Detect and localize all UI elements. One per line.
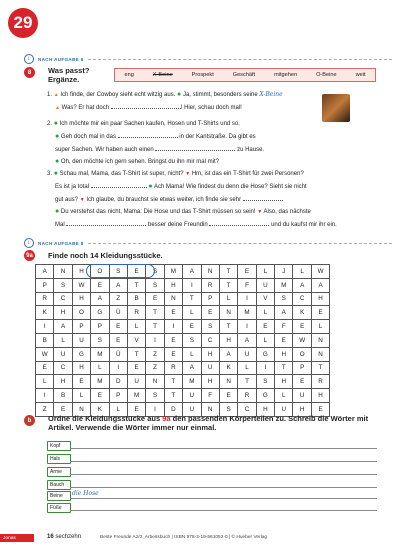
body-part-label-kopf: Kopf [47,441,71,451]
grid-cell[interactable]: I [36,389,54,403]
grid-cell[interactable]: Ü [109,306,127,320]
grid-cell[interactable]: L [127,320,145,334]
grid-cell[interactable]: P [201,292,219,306]
grid-cell[interactable]: M [91,375,109,389]
grid-cell[interactable]: G [72,347,90,361]
grid-cell[interactable]: L [36,375,54,389]
grid-cell[interactable]: U [72,333,90,347]
grid-cell[interactable]: E [164,306,182,320]
item-number: 3. [47,171,53,177]
grid-cell[interactable]: C [201,333,219,347]
grid-row [36,389,330,403]
divider [88,59,392,60]
grid-cell[interactable]: U [201,361,219,375]
grid-cell[interactable]: B [127,292,145,306]
grid-cell[interactable]: T [164,375,182,389]
grid-cell[interactable]: E [311,306,329,320]
footer-tag: Jonas [0,534,34,542]
grid-cell[interactable]: E [109,320,127,334]
task-text: Ordne die Kleidungsstücke aus [48,414,163,423]
grid-cell[interactable]: I [109,361,127,375]
grid-cell[interactable]: L [256,265,274,279]
dot-icon: ● [177,91,182,98]
footer-credit: Beste Freunde A2/2, Arbeitsbuch | ISBN 978-3-19-561052-0 | © Hueber Verlag [100,535,268,540]
dialog-line: Du verstehst das nicht, Mama: Die Hose und das T-Shirt müssen so sein! [60,209,256,215]
grid-cell[interactable]: C [54,292,72,306]
grid-cell[interactable]: E [219,389,237,403]
grid-cell[interactable]: D [109,375,127,389]
dialog-line: Ich finde, der Cowboy sieht echt witzig aus. [60,92,176,98]
grid-cell[interactable]: H [201,347,219,361]
dot-icon: ● [53,120,58,127]
grid-cell[interactable]: E [109,333,127,347]
grid-cell[interactable]: P [109,389,127,403]
grid-cell[interactable]: A [183,265,201,279]
word-bank-item-used: X-Beine [152,72,173,78]
section-header-label: NACH AUFGABE 6 [38,56,84,62]
answer-line[interactable] [70,510,377,511]
grid-cell[interactable]: E [127,361,145,375]
grid-cell[interactable]: E [238,265,256,279]
grid-cell[interactable]: E [91,389,109,403]
grid-cell[interactable]: H [72,361,90,375]
grid-cell[interactable]: P [36,278,54,292]
grid-cell[interactable]: T [219,320,237,334]
page-word: sechzehn [55,534,82,540]
grid-cell[interactable]: E [54,402,72,416]
grid-cell[interactable]: S [146,389,164,403]
grid-cell[interactable]: K [91,402,109,416]
dialog-line: besser deine Freundin [148,222,208,228]
grid-cell[interactable]: E [201,306,219,320]
word-bank [114,68,376,82]
grid-cell[interactable]: U [127,375,145,389]
grid-cell[interactable]: T [311,361,329,375]
grid-cell[interactable]: U [275,402,293,416]
grid-row [36,333,330,347]
word-bank-item: weit [355,72,366,78]
grid-cell[interactable]: T [127,347,145,361]
answer-line[interactable] [70,487,377,488]
grid-cell[interactable]: K [36,306,54,320]
triangle-icon: ▲ [53,92,59,98]
grid-cell[interactable]: I [146,333,164,347]
grid-cell[interactable]: V [256,292,274,306]
grid-cell[interactable]: N [311,333,329,347]
grid-cell[interactable]: T [164,389,182,403]
grid-cell[interactable]: N [311,347,329,361]
grid-cell[interactable]: S [146,265,164,279]
grid-cell[interactable]: Z [146,347,164,361]
dot-icon: ● [55,133,60,140]
item-2 [47,118,337,168]
answer-line[interactable] [70,498,377,499]
grid-cell[interactable]: Ü [109,347,127,361]
grid-cell[interactable]: R [36,292,54,306]
grid-cell[interactable]: P [72,320,90,334]
dot-icon: ● [148,183,153,190]
task-text: den passenden Körperteilen zu. Schreib die Wörter mit Artikel. Verwende die Wörter immer nur einmal. [48,414,369,432]
grid-cell[interactable]: E [183,320,201,334]
grid-row [36,278,330,292]
exercise-badge-9b: b [24,415,35,426]
answer-blank[interactable] [118,130,178,138]
footer-page-number [47,534,81,540]
grid-cell[interactable]: M [164,265,182,279]
answer-line[interactable] [70,474,377,475]
grid-cell[interactable]: I [36,320,54,334]
grid-cell[interactable]: T [219,265,237,279]
grid-cell[interactable]: W [293,333,311,347]
grid-cell[interactable]: E [293,375,311,389]
grid-cell[interactable]: F [201,389,219,403]
word-bank-item: Prospekt [191,72,214,78]
dialog-line: in der Kantstraße. Da gibt es [179,134,256,140]
grid-cell[interactable]: U [54,347,72,361]
handwritten-answer: die Hose [72,490,99,497]
grid-cell[interactable]: R [164,361,182,375]
grid-cell[interactable]: E [146,292,164,306]
grid-cell[interactable]: L [238,361,256,375]
exercise-9a-task: Finde noch 14 Kleidungsstücke. [48,251,163,260]
dialog-line: Hm, ist das ein T-Shirt für zwei Personen? [191,171,304,177]
exercise-badge-9a: 9a [24,250,35,261]
page-num: 16 [47,534,54,540]
answer-line[interactable] [70,461,377,462]
grid-cell[interactable]: U [238,347,256,361]
grid-cell[interactable]: N [201,402,219,416]
grid-cell[interactable]: C [293,292,311,306]
grid-cell[interactable]: S [109,265,127,279]
grid-cell[interactable]: E [127,402,145,416]
grid-cell[interactable]: N [54,265,72,279]
grid-cell[interactable]: T [146,306,164,320]
grid-cell[interactable]: F [238,278,256,292]
grid-cell[interactable]: W [72,278,90,292]
body-part-label-fuesse: Füße [47,503,71,513]
answer-line[interactable] [70,448,377,449]
grid-cell[interactable]: O [72,306,90,320]
grid-cell[interactable]: W [311,265,329,279]
grid-cell[interactable]: S [91,333,109,347]
word-bank-item: O-Beine [316,72,337,78]
grid-cell[interactable]: S [54,278,72,292]
dialog-line: Mal [55,222,65,228]
dot-icon: ● [53,170,58,177]
grid-cell[interactable]: L [219,292,237,306]
grid-cell[interactable]: G [256,347,274,361]
grid-cell[interactable]: U [256,278,274,292]
grid-cell[interactable]: U [293,389,311,403]
grid-cell[interactable]: B [54,389,72,403]
dialog-line: Es ist ja total [55,184,90,190]
grid-cell[interactable]: H [275,375,293,389]
grid-cell[interactable]: A [109,278,127,292]
dialog-line: Schau mal, Mama, das T-Shirt ist super, nicht? [59,171,184,177]
answer-blank[interactable] [155,143,235,151]
answer-blank[interactable] [91,180,147,188]
grid-cell[interactable]: N [219,306,237,320]
grid-cell[interactable]: I [256,361,274,375]
grid-cell[interactable]: I [238,292,256,306]
grid-cell[interactable]: E [311,402,329,416]
dialog-line: und du kaufst mir ihr ein. [271,222,337,228]
grid-cell[interactable]: T [127,278,145,292]
grid-cell[interactable]: M [91,347,109,361]
answer-blank[interactable] [243,193,283,201]
grid-cell[interactable]: E [164,347,182,361]
grid-cell[interactable]: I [164,320,182,334]
grid-cell[interactable]: H [293,402,311,416]
grid-cell[interactable]: R [127,306,145,320]
grid-cell[interactable]: T [275,361,293,375]
section-header-label: NACH AUFGABE 8 [38,240,84,246]
word-bank-item: eng [124,72,134,78]
grid-cell[interactable]: M [183,375,201,389]
grid-cell[interactable]: N [146,375,164,389]
grid-cell[interactable]: P [293,361,311,375]
dialog-line: Also, das nächste [263,209,311,215]
grid-cell[interactable]: H [201,375,219,389]
grid-cell[interactable]: H [256,402,274,416]
grid-cell[interactable]: Z [146,361,164,375]
grid-cell[interactable]: L [311,320,329,334]
grid-cell[interactable]: E [127,265,145,279]
grid-cell[interactable]: A [54,320,72,334]
arrow-down-icon: ↓ [24,238,34,248]
grid-cell[interactable]: O [293,347,311,361]
grid-cell[interactable]: U [183,402,201,416]
grid-cell[interactable]: A [238,333,256,347]
grid-cell[interactable]: E [164,333,182,347]
grid-cell[interactable]: E [275,333,293,347]
grid-cell[interactable]: N [72,402,90,416]
grid-cell[interactable]: H [72,292,90,306]
grid-cell[interactable]: A [293,278,311,292]
grid-cell[interactable]: L [275,389,293,403]
grid-cell[interactable]: H [275,347,293,361]
grid-cell[interactable]: G [256,389,274,403]
grid-cell[interactable]: K [293,306,311,320]
grid-cell[interactable]: B [36,333,54,347]
grid-cell[interactable]: A [183,361,201,375]
grid-row [36,265,330,279]
handwritten-answer: X-Beine [259,91,283,98]
dialog-line: Was? Er hat doch [61,105,110,111]
grid-cell[interactable]: R [201,278,219,292]
grid-cell[interactable]: A [275,306,293,320]
arrow-down-icon: ↓ [24,54,34,64]
grid-cell[interactable]: E [36,361,54,375]
task-line: Ergänze. [48,75,80,84]
grid-cell[interactable]: N [201,265,219,279]
grid-cell[interactable]: S [201,320,219,334]
grid-row [36,320,330,334]
grid-cell[interactable]: L [72,389,90,403]
grid-cell[interactable]: T [219,278,237,292]
grid-cell[interactable]: H [54,375,72,389]
answer-blank[interactable] [111,101,181,109]
grid-cell[interactable]: S [183,333,201,347]
triangle-down-icon: ▼ [185,171,191,177]
grid-cell[interactable]: V [127,333,145,347]
grid-cell[interactable]: A [36,265,54,279]
grid-cell[interactable]: U [183,389,201,403]
grid-cell[interactable]: E [91,278,109,292]
grid-cell[interactable]: P [91,320,109,334]
grid-cell[interactable]: A [91,292,109,306]
grid-cell[interactable]: H [311,389,329,403]
item-number: 2. [47,121,53,127]
grid-cell[interactable]: L [256,333,274,347]
task-line: Was passt? [48,66,90,75]
word-bank-item: Geschäft [232,72,256,78]
grid-cell[interactable]: L [183,347,201,361]
grid-cell[interactable]: S [275,292,293,306]
grid-cell[interactable]: M [275,278,293,292]
triangle-icon: ▲ [55,105,60,111]
dialog-line: zu Hause. [237,147,265,153]
exercise-badge-8: 8 [24,67,35,78]
grid-cell[interactable]: J [275,265,293,279]
word-search-grid [35,264,330,417]
grid-cell[interactable]: C [54,361,72,375]
grid-cell[interactable]: S [219,402,237,416]
grid-cell[interactable]: L [91,361,109,375]
grid-cell[interactable]: K [219,361,237,375]
grid-row [36,347,330,361]
grid-cell[interactable]: A [311,278,329,292]
grid-cell[interactable]: L [183,306,201,320]
item-3 [47,168,377,231]
answer-blank[interactable] [209,218,269,226]
grid-row [36,292,330,306]
word-bank-item: mitgehen [274,72,298,78]
grid-cell[interactable]: F [275,320,293,334]
item-number: 1. [47,92,53,98]
triangle-down-icon: ▼ [257,209,263,215]
grid-cell[interactable]: M [238,306,256,320]
grid-cell[interactable]: T [146,320,164,334]
grid-cell[interactable]: C [238,402,256,416]
dialog-line: gut aus? [55,197,79,203]
grid-cell[interactable]: E [256,320,274,334]
dialog-line: Ach Mama! Wie findest du denn die Hose? Sieht sie nicht [153,184,307,190]
circled-word-hose [86,264,155,278]
grid-cell[interactable]: H [72,265,90,279]
dot-icon: ● [55,158,60,165]
grid-cell[interactable]: R [238,389,256,403]
exercise-8-task [48,66,89,84]
grid-cell[interactable]: I [183,278,201,292]
item-1 [47,89,337,114]
body-part-label-arme: Arme [47,467,71,477]
grid-cell[interactable]: S [146,278,164,292]
grid-cell[interactable]: W [36,347,54,361]
grid-cell[interactable]: A [219,347,237,361]
body-part-label-hals: Hals [47,454,71,464]
answer-blank[interactable] [66,218,146,226]
dialog-line: Ich glaube, du brauchst sie etwas weiter, ich finde sie sehr [86,197,242,203]
grid-cell[interactable]: S [256,375,274,389]
grid-cell[interactable]: M [127,389,145,403]
dialog-line: Oh, den möchte ich gern sehen. Bringst du ihn mir mal mit? [60,159,219,165]
grid-cell[interactable]: I [238,320,256,334]
grid-row [36,306,330,320]
grid-cell[interactable]: E [293,320,311,334]
task-reference: 9a [162,414,171,423]
section-header-2 [24,238,392,248]
divider [88,243,392,244]
dialog-line: Geh doch mal in das [60,134,116,140]
body-part-label-bauch: Bauch [47,480,71,490]
grid-row [36,375,330,389]
grid-row [36,361,330,375]
grid-cell[interactable]: N [164,292,182,306]
grid-cell[interactable]: L [256,306,274,320]
triangle-down-icon: ▼ [79,197,85,203]
grid-cell[interactable]: I [146,402,164,416]
dialog-line: ! Hier, schau doch mal! [180,105,242,111]
grid-cell[interactable]: E [72,375,90,389]
grid-cell[interactable]: N [219,375,237,389]
grid-cell[interactable]: T [183,292,201,306]
grid-cell[interactable]: L [109,402,127,416]
dialog-line: Ich möchte mir ein paar Sachen kaufen, Hosen und T-Shirts und so. [59,121,240,127]
grid-cell[interactable]: L [293,265,311,279]
body-part-label-beine: Beine [47,491,71,501]
grid-cell[interactable]: H [54,306,72,320]
grid-cell[interactable]: Z [109,292,127,306]
grid-cell[interactable]: H [219,333,237,347]
grid-cell[interactable]: L [54,333,72,347]
grid-cell[interactable]: D [164,402,182,416]
section-header-1 [24,54,392,64]
grid-cell[interactable]: G [91,306,109,320]
grid-cell[interactable]: R [311,375,329,389]
grid-cell[interactable]: Z [36,402,54,416]
grid-cell[interactable]: H [164,278,182,292]
page-number-badge: 29 [8,8,38,38]
dot-icon: ● [55,208,60,215]
exercise-9b-task [48,414,378,432]
grid-cell[interactable]: O [91,265,109,279]
dialog-line: super Sachen. Wir haben auch einen [55,147,154,153]
grid-cell[interactable]: T [238,375,256,389]
dialog-line: Ja, stimmt, besonders seine [182,92,258,98]
grid-cell[interactable]: H [311,292,329,306]
